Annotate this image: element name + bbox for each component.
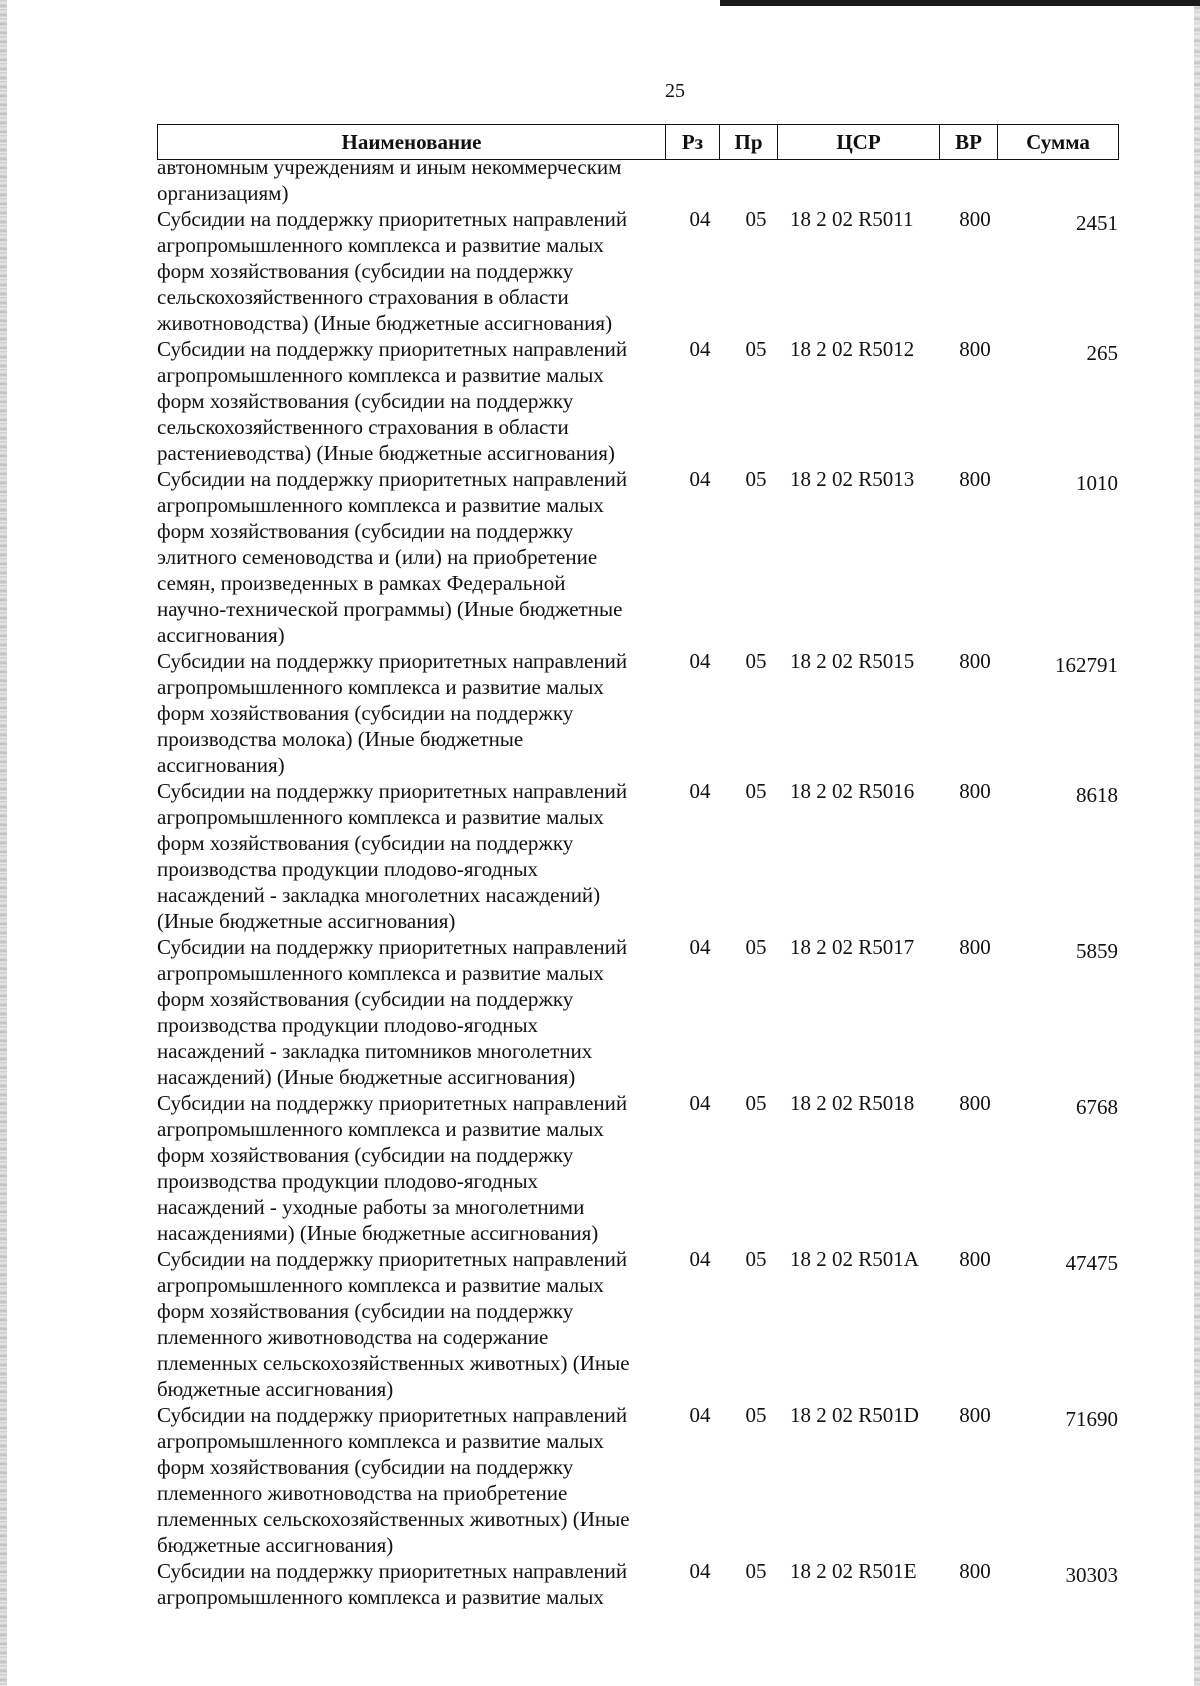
cell-vr: 800 [959,1403,991,1427]
cell-sum: 5859 [1076,939,1118,963]
table-row [0,778,1200,934]
cell-csr: 18 2 02 R501A [790,1247,919,1271]
cell-rz: 04 [689,649,711,673]
cell-csr: 18 2 02 R5012 [790,337,915,361]
cell-name: Субсидии на поддержку приоритетных направлений агропромышленного комплекса и развитие малых форм хозяйствования (субсидии на поддержку племенного животноводства на содержание племенных сельскохозяйственных животных) (Иные бюджетные ассигнования) [157,1247,630,1401]
cell-vr: 800 [959,779,991,803]
cell-name: Субсидии на поддержку приоритетных направлений агропромышленного комплекса и развитие малых форм хозяйствования (субсидии на поддержку сельскохозяйственного страхования в области растениеводства) (Иные бюджетные ассигнования) [157,337,628,465]
table-row [0,1402,1200,1558]
cell-rz: 04 [689,935,711,959]
cell-rz: 04 [689,779,711,803]
cell-rz: 04 [689,1403,711,1427]
cell-csr: 18 2 02 R5016 [790,779,915,803]
cell-csr: 18 2 02 R5017 [790,935,915,959]
table-body [0,154,1200,1610]
header-name: Наименование [157,124,665,160]
cell-vr: 800 [959,337,991,361]
header-rz: Рз [665,124,719,160]
cell-csr: 18 2 02 R5015 [790,649,915,673]
cell-sum: 71690 [1065,1407,1118,1431]
table-row [0,154,1200,206]
table-row [0,466,1200,648]
cell-sum: 162791 [1055,653,1118,677]
cell-rz: 04 [689,207,711,231]
cell-sum: 2451 [1076,211,1118,235]
header-vr: ВР [939,124,997,160]
cell-name: Субсидии на поддержку приоритетных направлений агропромышленного комплекса и развитие малых [157,1559,628,1609]
cell-csr: 18 2 02 R501D [790,1403,919,1427]
header-pr: Пр [719,124,777,160]
header-sum: Сумма [997,124,1119,160]
cell-sum: 1010 [1076,471,1118,495]
cell-pr: 05 [745,935,767,959]
cell-sum: 30303 [1065,1563,1118,1587]
cell-vr: 800 [959,467,991,491]
cell-sum: 265 [1086,341,1118,365]
cell-pr: 05 [745,779,767,803]
cell-vr: 800 [959,649,991,673]
cell-rz: 04 [689,1091,711,1115]
scan-edge-top [720,0,1200,6]
table-row [0,1090,1200,1246]
cell-vr: 800 [959,1091,991,1115]
cell-name: Субсидии на поддержку приоритетных направлений агропромышленного комплекса и развитие малых форм хозяйствования (субсидии на поддержку племенного животноводства на приобретение племенных сельскохозяйственных животных) (Иные бюджетные ассигнования) [157,1403,630,1557]
cell-csr: 18 2 02 R501E [790,1559,917,1583]
cell-vr: 800 [959,935,991,959]
page-number: 25 [665,80,685,102]
cell-pr: 05 [745,1247,767,1271]
table-row [0,648,1200,778]
cell-rz: 04 [689,1559,711,1583]
cell-name: Субсидии на поддержку приоритетных направлений агропромышленного комплекса и развитие малых форм хозяйствования (субсидии на поддержку производства продукции плодово-ягодных насаждений - уходные работы за многолетними насаждениями) (Иные бюджетные ассигнования) [157,1091,628,1245]
cell-sum: 8618 [1076,783,1118,807]
cell-pr: 05 [745,649,767,673]
cell-vr: 800 [959,207,991,231]
cell-name: автономным учреждениям и иным некоммерческим организациям) [157,155,622,205]
cell-name: Субсидии на поддержку приоритетных направлений агропромышленного комплекса и развитие малых форм хозяйствования (субсидии на поддержку производства продукции плодово-ягодных насаждений - закладка питомников многолетних насаждений) (Иные бюджетные ассигнования) [157,935,628,1089]
cell-rz: 04 [689,337,711,361]
cell-csr: 18 2 02 R5011 [790,207,914,231]
table-row [0,1246,1200,1402]
cell-pr: 05 [745,1559,767,1583]
cell-rz: 04 [689,467,711,491]
table-row [0,934,1200,1090]
cell-name: Субсидии на поддержку приоритетных направлений агропромышленного комплекса и развитие малых форм хозяйствования (субсидии на поддержку сельскохозяйственного страхования в области животноводства) (Иные бюджетные ассигнования) [157,207,628,335]
cell-pr: 05 [745,207,767,231]
cell-name: Субсидии на поддержку приоритетных направлений агропромышленного комплекса и развитие малых форм хозяйствования (субсидии на поддержку производства молока) (Иные бюджетные ассигнования) [157,649,628,777]
table-row [0,206,1200,336]
cell-name: Субсидии на поддержку приоритетных направлений агропромышленного комплекса и развитие малых форм хозяйствования (субсидии на поддержку элитного семеноводства и (или) на приобретение семян, произведенных в рамках Федеральной научно-технической программы) (Иные бюджетные ассигнования) [157,467,628,647]
cell-pr: 05 [745,337,767,361]
cell-sum: 6768 [1076,1095,1118,1119]
cell-vr: 800 [959,1559,991,1583]
table-row [0,336,1200,466]
cell-name: Субсидии на поддержку приоритетных направлений агропромышленного комплекса и развитие малых форм хозяйствования (субсидии на поддержку производства продукции плодово-ягодных насаждений - закладка многолетних насаждений) (Иные бюджетные ассигнования) [157,779,628,933]
cell-pr: 05 [745,1403,767,1427]
cell-rz: 04 [689,1247,711,1271]
cell-csr: 18 2 02 R5018 [790,1091,915,1115]
cell-vr: 800 [959,1247,991,1271]
cell-pr: 05 [745,467,767,491]
cell-csr: 18 2 02 R5013 [790,467,915,491]
header-csr: ЦСР [777,124,939,160]
table-row [0,1558,1200,1610]
cell-sum: 47475 [1065,1251,1118,1275]
cell-pr: 05 [745,1091,767,1115]
